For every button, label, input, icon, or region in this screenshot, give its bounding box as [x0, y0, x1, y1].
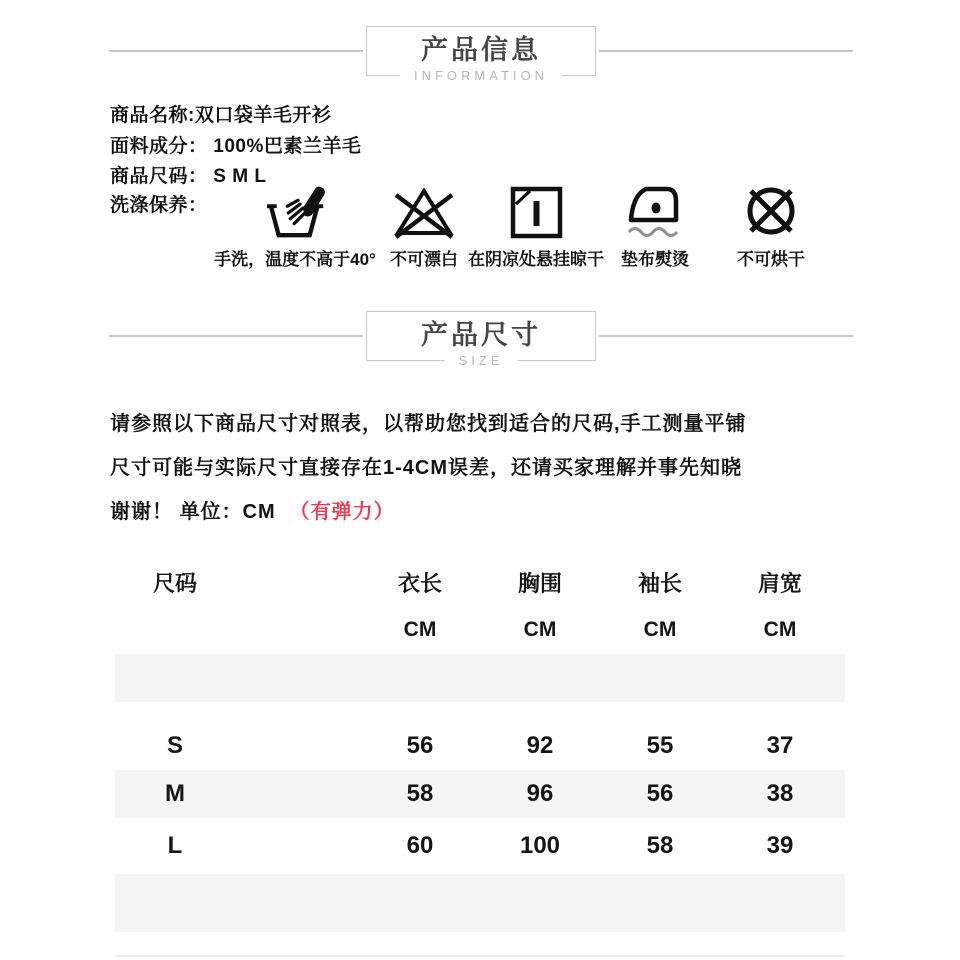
size-table [115, 558, 845, 932]
size-note-unit: 谢谢！ 单位：CM [110, 501, 276, 523]
table-row-s [115, 722, 845, 770]
care-item-no-tumble-dry [737, 182, 805, 270]
product-info-title: 产品信息 [421, 35, 541, 65]
fabric-composition-line: 面料成分： 100%巴素兰羊毛 [110, 136, 362, 157]
bottom-rule [115, 955, 845, 957]
unit-cell: CM [523, 618, 557, 641]
size-table-header-row [115, 558, 845, 606]
table-band-empty [115, 654, 845, 702]
value-cell: 92 [526, 732, 554, 759]
col-header-bust: 胸围 [517, 570, 562, 596]
care-item-shade-hang-dry [468, 182, 604, 270]
col-header-length: 衣长 [397, 570, 442, 596]
value-cell: 58 [646, 832, 674, 859]
care-label: 洗涤保养： [110, 195, 208, 216]
product-info-subtitle: INFORMATION [400, 66, 562, 85]
care-caption: 不可漂白 [390, 250, 458, 269]
value-cell: 96 [526, 780, 554, 807]
value-cell: 58 [406, 780, 434, 807]
value-cell: 39 [766, 832, 794, 859]
product-size-subtitle: SIZE [445, 351, 518, 370]
care-item-hand-wash [214, 182, 376, 270]
product-size-header [366, 311, 596, 368]
unit-cell: CM [643, 618, 677, 641]
product-name-line: 商品名称:双口袋羊毛开衫 [110, 105, 332, 126]
value-cell: 56 [406, 732, 434, 759]
table-band-empty [115, 874, 845, 932]
no-bleach-icon [393, 182, 455, 240]
header-right-rule [599, 50, 853, 52]
size-cell: M [165, 780, 185, 807]
size-cell: L [167, 832, 183, 859]
elastic-note: （有弹力） [289, 501, 395, 523]
product-sizes-line: 商品尺码： S M L [110, 166, 267, 187]
care-caption: 手洗，温度不高于40° [214, 250, 376, 269]
iron-with-cloth-icon [625, 182, 685, 240]
header-left-rule [109, 50, 363, 52]
care-item-iron-with-cloth [621, 182, 689, 270]
size-note-line2: 尺寸可能与实际尺寸直接存在1-4CM误差，还请买家理解并事先知晓 [110, 457, 743, 479]
shade-hang-dry-icon [509, 182, 564, 240]
value-cell: 37 [766, 732, 794, 759]
value-cell: 55 [646, 732, 674, 759]
unit-cell: CM [403, 618, 437, 641]
care-caption: 不可烘干 [737, 250, 805, 269]
size-note [110, 402, 790, 534]
value-cell: 56 [646, 780, 674, 807]
value-cell: 60 [406, 832, 434, 859]
product-info-header [366, 26, 596, 83]
unit-cell: CM [763, 618, 797, 641]
no-tumble-dry-icon [742, 182, 800, 240]
col-header-size: 尺码 [152, 570, 197, 596]
value-cell: 100 [519, 832, 561, 859]
size-note-line3 [110, 490, 790, 534]
table-row-m [115, 770, 845, 818]
header-right-rule [599, 335, 853, 337]
col-header-sleeve: 袖长 [637, 570, 682, 596]
care-caption: 垫布熨烫 [621, 250, 689, 269]
col-header-shoulder: 肩宽 [757, 570, 802, 596]
product-size-title: 产品尺寸 [421, 320, 541, 350]
care-caption: 在阴凉处悬挂晾干 [468, 250, 604, 269]
size-cell: S [166, 732, 183, 759]
size-table-unit-row [115, 606, 845, 654]
size-note-line1: 请参照以下商品尺寸对照表，以帮助您找到适合的尺码,手工测量平铺 [110, 413, 747, 435]
hand-wash-icon [264, 182, 326, 240]
value-cell: 38 [766, 780, 794, 807]
header-left-rule [109, 335, 363, 337]
care-item-no-bleach [390, 182, 458, 270]
table-row-l [115, 818, 845, 874]
